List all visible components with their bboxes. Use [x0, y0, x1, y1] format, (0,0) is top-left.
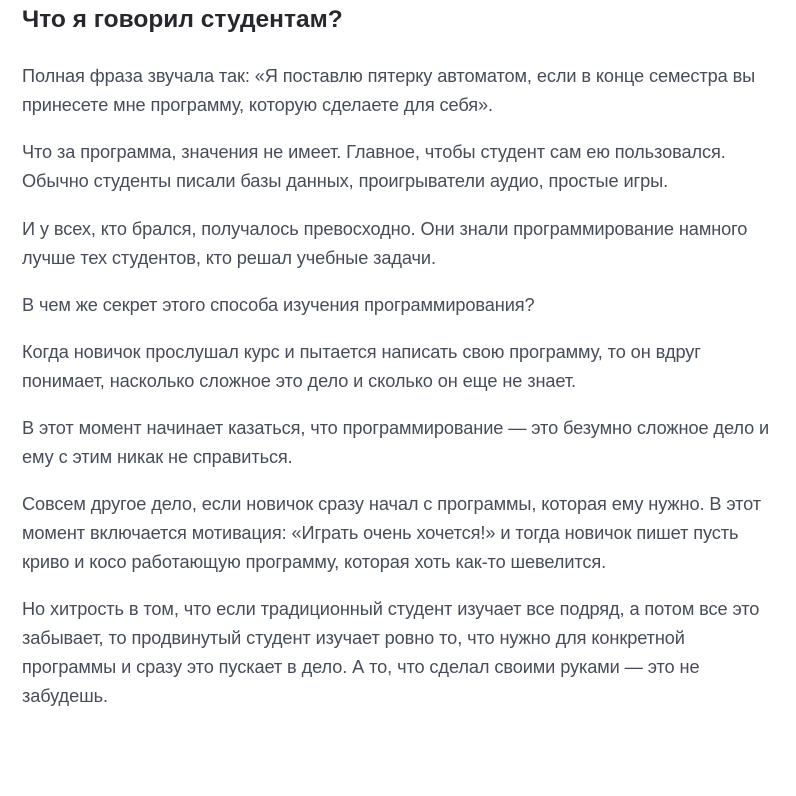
paragraph-2: Что за программа, значения не имеет. Главное, чтобы студент сам ею пользовался. Обычно студенты писали базы данных, проигрыватели аудио, простые игры.: [22, 142, 726, 191]
paragraph-5: Когда новичок прослушал курс и пытается написать свою программу, то он вдруг понимает, насколько сложное это дело и сколько он еще не знает.: [22, 342, 701, 391]
paragraph-1: Полная фраза звучала так: «Я поставлю пятерку автоматом, если в конце семестра вы принесете мне программу, которую сделаете для себя».: [22, 66, 756, 115]
paragraph-6: В этот момент начинает казаться, что программирование — это безумно сложное дело и ему с этим никак не справиться.: [22, 418, 770, 467]
paragraph-3: И у всех, кто брался, получалось превосходно. Они знали программирование намного лучше тех студентов, кто решал учебные задачи.: [22, 219, 748, 268]
article-heading: Что я говорил студентам?: [22, 6, 343, 33]
paragraph-7: Совсем другое дело, если новичок сразу начал с программы, которая ему нужно. В этот момент включается мотивация: «Играть очень хочется!» и тогда новичок пишет пусть криво и косо работающую программу, которая хоть как-то шевелится.: [22, 494, 762, 572]
paragraph-8: Но хитрость в том, что если традиционный студент изучает все подряд, а потом все это забывает, то продвинутый студент изучает ровно то, что нужно для конкретной программы и сразу это пускает в дело. А то, что сделал своими руками — это не забудешь.: [22, 599, 760, 706]
paragraph-4: В чем же секрет этого способа изучения программирования?: [22, 295, 535, 315]
article-body: [22, 0, 782, 711]
